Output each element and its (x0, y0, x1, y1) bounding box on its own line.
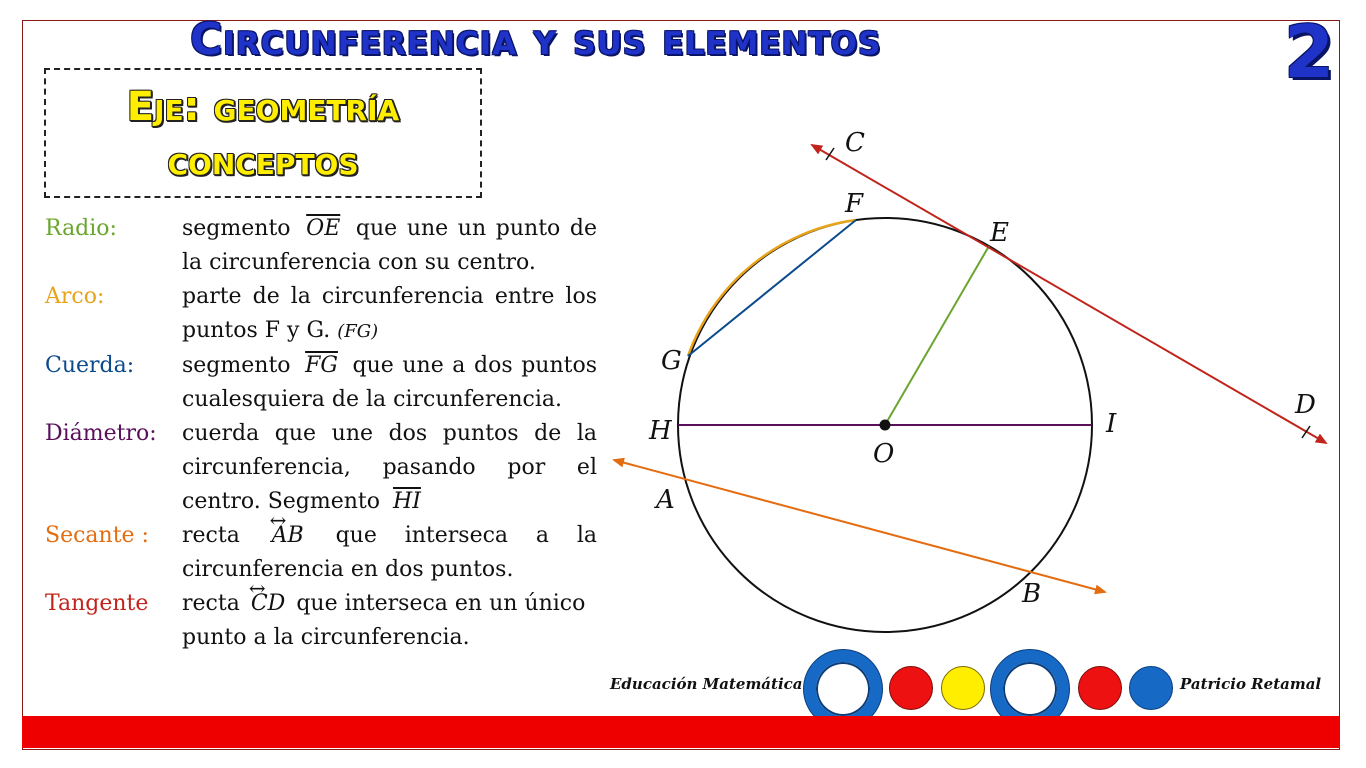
cuerda-post: que une a dos puntos cualesquiera de la circunferencia. (182, 353, 597, 412)
footer-right-text: Patricio Retamal (1180, 675, 1322, 693)
arco-pre: parte de la circunferencia entre los puntos F y G. (182, 284, 597, 343)
radio-symbol: $\overline{OE}$ (306, 216, 341, 241)
label-d: D (1295, 390, 1316, 420)
label-i: I (1106, 409, 1117, 439)
text-diametro (182, 417, 597, 519)
term-secante: Secante : (45, 523, 149, 548)
definition-radio (45, 212, 597, 280)
label-b: B (1022, 579, 1042, 609)
radio-post: que une un punto de la circunferencia con su centro. (182, 216, 598, 275)
text-arco (182, 280, 597, 349)
label-a: A (656, 485, 675, 515)
axis-line-2: conceptos (167, 138, 359, 184)
footer-red-bar (22, 716, 1340, 748)
diametro-pre: cuerda que une dos puntos de la circunferencia, pasando por el centro. Segmento (182, 421, 597, 514)
text-radio (182, 212, 597, 280)
axis-line-1: Eje: geometría (126, 84, 400, 130)
cuerda-pre: segmento (182, 353, 291, 378)
definition-secante (45, 519, 597, 587)
secante-pre: recta (182, 523, 240, 548)
center-point-o (880, 420, 891, 431)
definition-diametro (45, 417, 597, 519)
label-f: F (845, 189, 864, 219)
arco-symbol: (FG) (337, 321, 379, 342)
text-tangente (182, 587, 597, 655)
chord-fg (688, 220, 856, 356)
tangente-post: que interseca en un único punto a la circunferencia. (182, 591, 586, 650)
term-cuerda: Cuerda: (45, 353, 135, 378)
page-title: Circunferencia y sus elementos (190, 14, 882, 65)
definition-cuerda (45, 349, 597, 417)
term-radio: Radio: (45, 216, 117, 241)
page-number: 2 (1284, 10, 1335, 94)
label-g: G (661, 346, 682, 376)
text-cuerda (182, 349, 597, 417)
tangent-line-cd (812, 145, 1326, 443)
text-secante (182, 519, 597, 587)
label-h: H (649, 416, 672, 446)
secant-line-ab (614, 460, 1105, 592)
definitions-list (45, 212, 597, 655)
definition-arco (45, 280, 597, 349)
secante-symbol: ↔ AB (268, 523, 308, 548)
footer-left-text: Educación Matemática (610, 675, 803, 693)
label-c: C (845, 128, 865, 158)
tangente-symbol: ↔ CD (247, 591, 289, 616)
radio-pre: segmento (182, 216, 291, 241)
definition-tangente (45, 587, 597, 655)
term-tangente: Tangente (45, 591, 149, 616)
tangente-pre: recta (182, 591, 240, 616)
cuerda-symbol: $\overline{FG}$ (305, 353, 338, 378)
dot-red-2 (1078, 666, 1122, 710)
secante-post: que interseca a la circunferencia en dos puntos. (182, 523, 597, 582)
dot-red-1 (889, 666, 933, 710)
axis-box (44, 68, 482, 198)
radius-oe (885, 246, 989, 425)
label-e: E (990, 218, 1009, 248)
label-o: O (873, 439, 895, 469)
term-diametro: Diámetro: (45, 421, 157, 446)
diametro-symbol: $\overline{HI}$ (393, 489, 421, 514)
dot-blue (1129, 666, 1173, 710)
dot-yellow (941, 666, 985, 710)
term-arco: Arco: (45, 284, 105, 309)
circle-diagram (600, 110, 1340, 650)
